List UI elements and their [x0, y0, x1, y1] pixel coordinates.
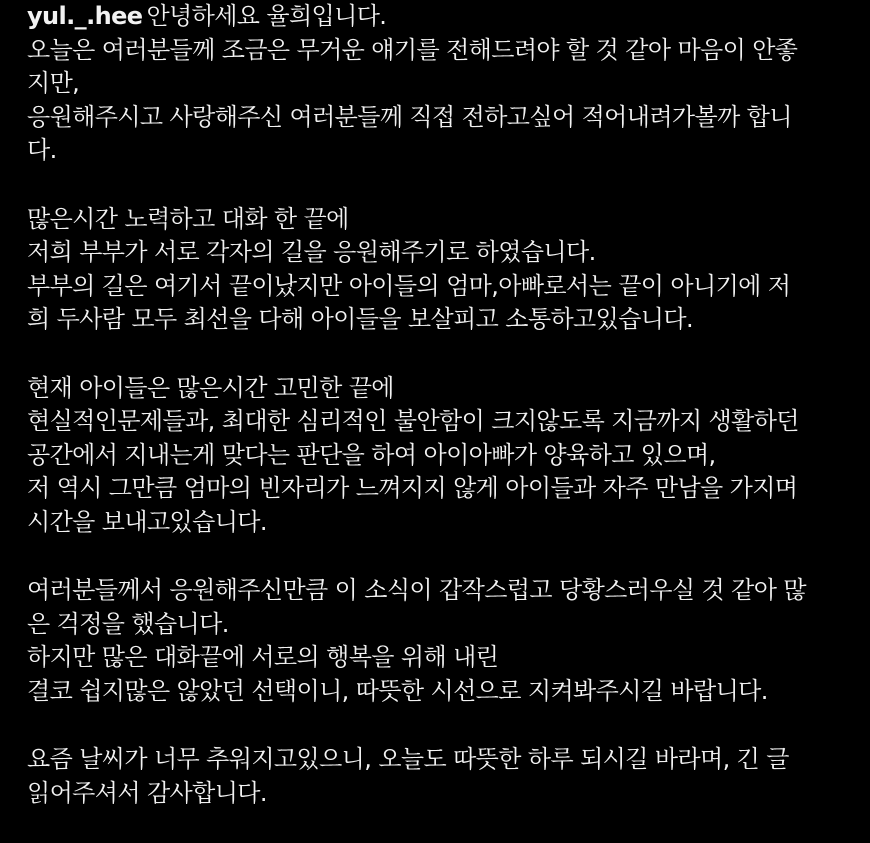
- caption-line: 하지만 많은 대화끝에 서로의 행복을 위해 내린: [27, 643, 499, 671]
- caption-line: 결코 쉽지많은 않았던 선택이니, 따뜻한 시선으로 지켜봐주시길 바랍니다.: [27, 676, 768, 705]
- author-username[interactable]: yul._.hee: [27, 2, 143, 30]
- caption-line: 공간에서 지내는게 맞다는 판단을 하여 아이아빠가 양육하고 있으며,: [27, 440, 716, 469]
- caption-line: 여러분들께서 응원해주신만큼 이 소식이 갑작스럽고 당황스러우실 것 같아 많: [27, 576, 806, 604]
- caption-line: 오늘은 여러분들께 조금은 무거운 얘기를 전해드려야 할 것 같아 마음이 안좋: [27, 35, 798, 64]
- caption-line: 읽어주셔서 감사합니다.: [27, 778, 267, 807]
- paragraph-gap: [27, 168, 857, 203]
- caption-first-line: [27, 0, 857, 34]
- caption-line: 부부의 길은 여기서 끝이났지만 아이들의 엄마,아빠로서는 끝이 아니기에 저: [27, 271, 791, 300]
- caption-paragraph: [27, 0, 857, 168]
- post-caption: [27, 0, 857, 810]
- caption-line: 저희 부부가 서로 각자의 길을 응원해주기로 하였습니다.: [27, 238, 596, 266]
- caption-line: 응원해주시고 사랑해주신 여러분들께 직접 전하고싶어 적어내려가볼까 합니: [27, 102, 792, 131]
- paragraph-gap: [27, 708, 857, 743]
- caption-line: 많은시간 노력하고 대화 한 끝에: [27, 204, 349, 233]
- paragraph-gap: [27, 539, 857, 574]
- caption-paragraph: [27, 574, 857, 708]
- caption-line: 안녕하세요 율희입니다.: [146, 2, 387, 30]
- paragraph-gap: [27, 337, 857, 372]
- caption-line: 다.: [27, 136, 57, 164]
- caption-line: 현재 아이들은 많은시간 고민한 끝에: [27, 373, 394, 402]
- caption-line: 현실적인문제들과, 최대한 심리적인 불안함이 크지않도록 지금까지 생활하던: [27, 407, 799, 435]
- caption-line: 지만,: [27, 69, 80, 97]
- caption-paragraph: [27, 372, 857, 540]
- caption-line: 요즘 날씨가 너무 추워지고있으니, 오늘도 따뜻한 하루 되시길 바라며, 긴 글: [27, 745, 789, 773]
- caption-line: 저 역시 그만큼 엄마의 빈자리가 느껴지지 않게 아이들과 자주 만남을 가지며: [27, 474, 798, 502]
- caption-line: 은 걱정을 했습니다.: [27, 609, 229, 638]
- caption-line: 시간을 보내고있습니다.: [27, 507, 267, 536]
- caption-paragraph: [27, 203, 857, 337]
- caption-line: 희 두사람 모두 최선을 다해 아이들을 보살피고 소통하고있습니다.: [27, 305, 693, 333]
- caption-paragraph: [27, 743, 857, 810]
